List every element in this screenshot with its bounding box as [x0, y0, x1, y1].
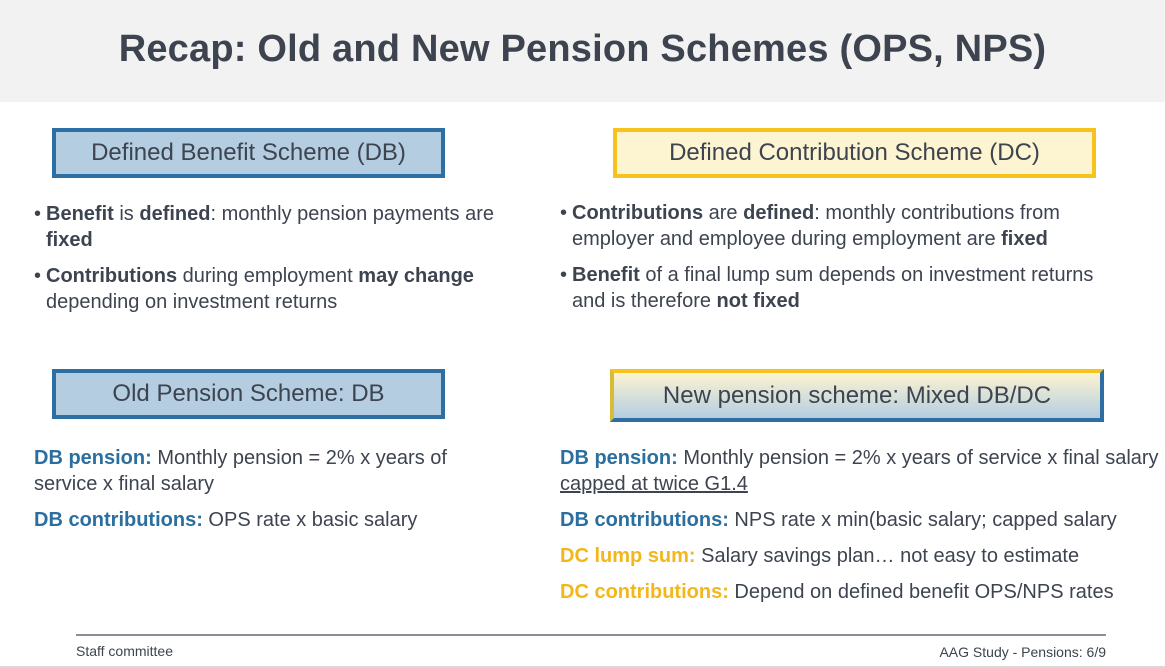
nps-line-db-contributions: [560, 507, 1165, 533]
nps-line-dc-contributions: [560, 579, 1165, 605]
nps-dc-contributions-label: DC contributions:: [560, 581, 729, 603]
dc-scheme-label: Defined Contribution Scheme (DC): [669, 139, 1040, 166]
dc-bullet-list: [560, 200, 1120, 324]
dc-bullet-1-part-5: fixed: [1001, 228, 1048, 250]
dc-bullet-1-part-1: Contributions: [572, 202, 704, 224]
nps-db-pension-label: DB pension:: [560, 447, 678, 469]
ops-db-pension-label: DB pension:: [34, 447, 152, 469]
db-scheme-label: Defined Benefit Scheme (DB): [91, 139, 406, 166]
ops-db-contributions-label: DB contributions:: [34, 509, 203, 531]
ops-box-label: Old Pension Scheme: DB: [112, 380, 385, 407]
ops-line-db-contributions: [34, 507, 504, 533]
db-bullet-list: [34, 201, 504, 325]
nps-db-pension-cap: capped at twice G1.4: [560, 473, 748, 495]
nps-db-contributions-label: DB contributions:: [560, 509, 729, 531]
db-bullet-1-part-2: is: [113, 203, 140, 225]
db-bullet-1-part-5: fixed: [46, 229, 93, 251]
nps-line-dc-lump-sum: [560, 543, 1160, 569]
nps-db-pension-text: Monthly pension = 2% x years of service x final salary: [677, 447, 1159, 469]
db-bullet-1-part-4: : monthly pension payments are: [210, 203, 494, 225]
nps-box-label: New pension scheme: Mixed DB/DC: [662, 382, 1052, 409]
db-bullet-1: [34, 201, 504, 253]
db-bullet-1-part-3: defined: [139, 203, 211, 225]
nps-dc-lump-sum-text: Salary savings plan… not easy to estimate: [695, 545, 1080, 567]
dc-bullet-1: [560, 200, 1120, 252]
dc-bullet-2-part-2: of a final lump sum depends on investment returns and is therefore: [572, 264, 1094, 312]
dc-bullet-2: [560, 262, 1120, 314]
nps-box: [610, 369, 1104, 422]
nps-dc-contributions-text: Depend on defined benefit OPS/NPS rates: [728, 581, 1114, 603]
dc-bullet-1-part-3: defined: [743, 202, 815, 224]
footer-page-number: AAG Study - Pensions: 6/9: [939, 644, 1106, 660]
db-bullet-2: [34, 263, 504, 315]
db-bullet-2-part-3: may change: [358, 265, 474, 287]
nps-line-db-pension: [560, 445, 1160, 497]
dc-bullet-1-part-4: : monthly contributions from employer and employee during employment are: [572, 202, 1060, 250]
ops-db-pension-text: Monthly pension = 2% x years of service x final salary: [34, 447, 447, 495]
ops-db-contributions-text: OPS rate x basic salary: [202, 509, 418, 531]
db-scheme-box: [52, 128, 445, 178]
nps-db-contributions-text: NPS rate x min(basic salary; capped salary: [728, 509, 1117, 531]
ops-box: [52, 369, 445, 419]
dc-bullet-2-part-3: not fixed: [716, 290, 800, 312]
dc-scheme-box: [613, 128, 1096, 178]
ops-line-db-pension: [34, 445, 504, 497]
db-bullet-2-part-4: depending on investment returns: [46, 291, 338, 313]
nps-dc-lump-sum-label: DC lump sum:: [560, 545, 696, 567]
footer-left-text: Staff committee: [76, 643, 174, 659]
footer-divider: [76, 634, 1106, 636]
dc-bullet-2-part-1: Benefit: [572, 264, 640, 286]
slide-title: Recap: Old and New Pension Schemes (OPS, NPS): [118, 28, 1047, 70]
db-bullet-2-part-1: Contributions: [46, 265, 178, 287]
db-bullet-2-part-2: during employment: [177, 265, 359, 287]
dc-bullet-1-part-2: are: [703, 202, 744, 224]
db-bullet-1-part-1: Benefit: [46, 203, 114, 225]
